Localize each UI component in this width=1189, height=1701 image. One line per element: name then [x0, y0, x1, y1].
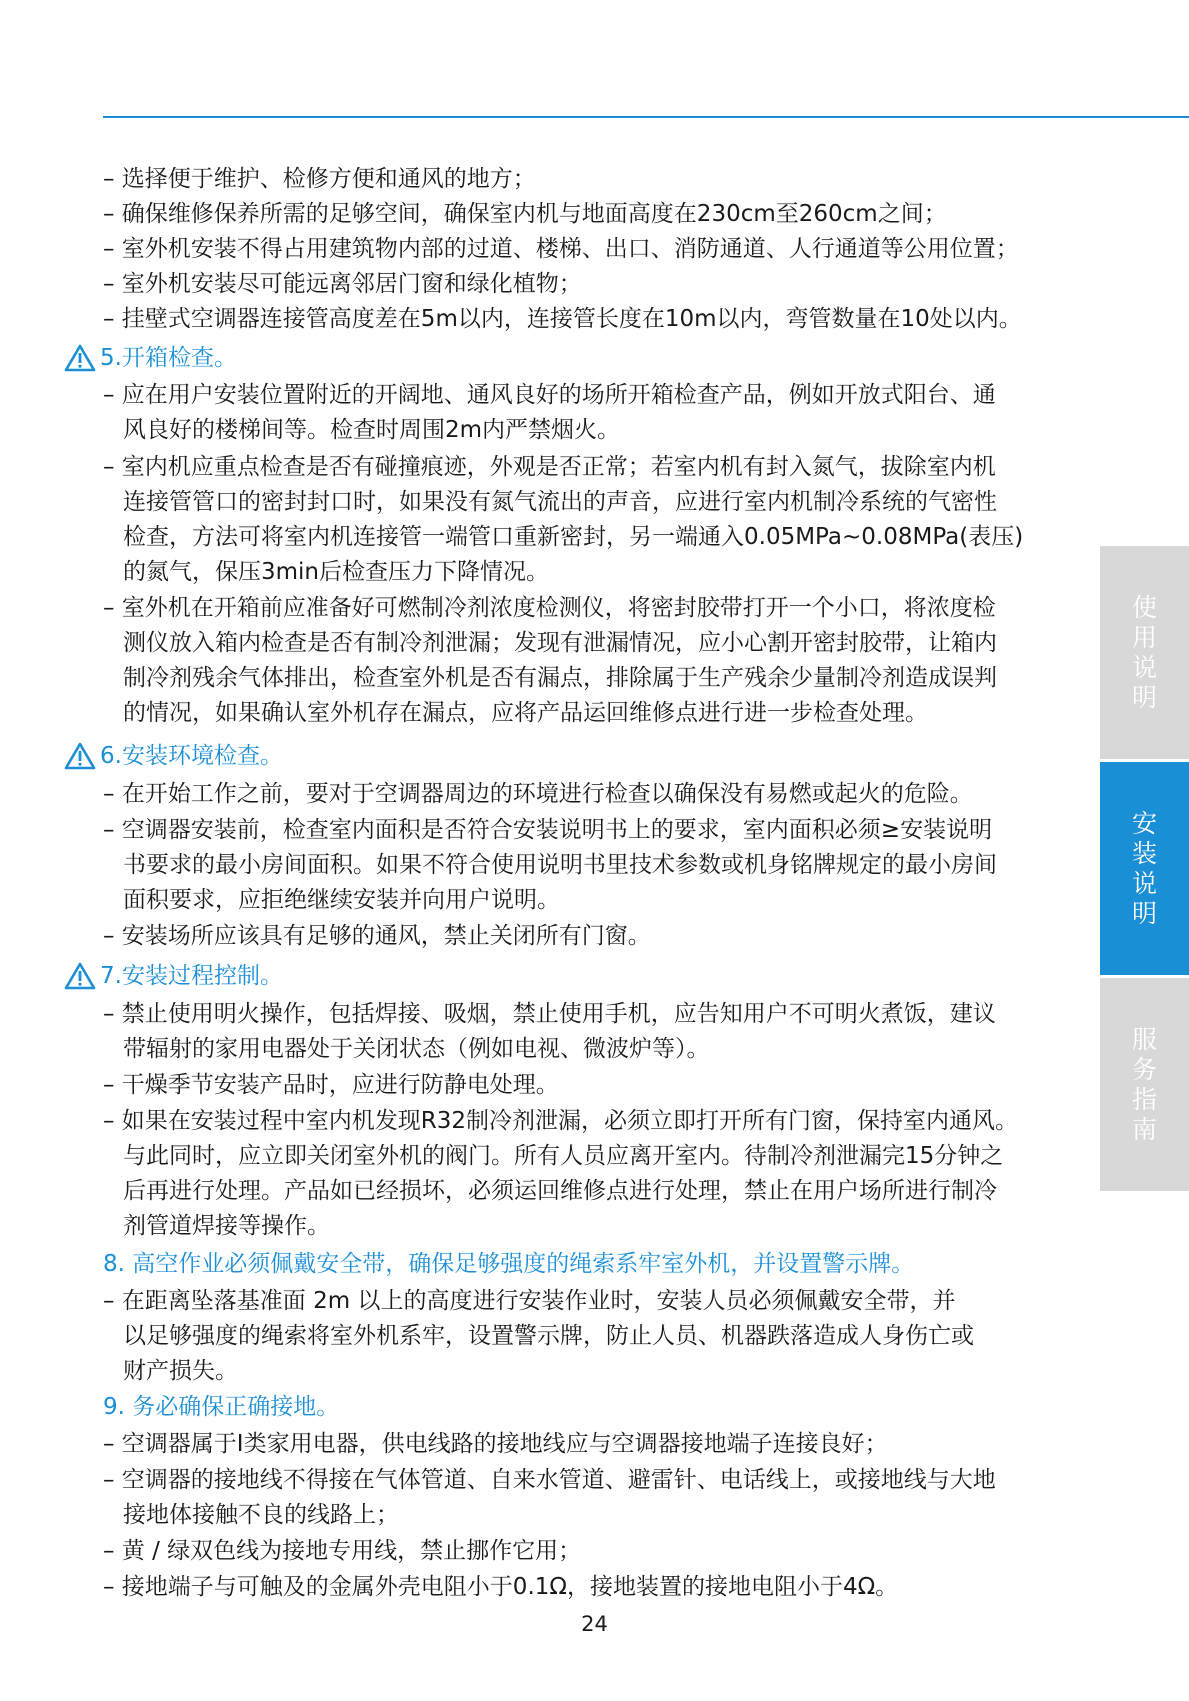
warning-triangle-icon — [64, 962, 96, 990]
list-item-continuation: 测仪放入箱内检查是否有制冷剂泄漏；发现有泄漏情况，应小心割开密封胶带，让箱内 — [123, 630, 997, 656]
list-item-continuation: 后再进行处理。产品如已经损坏，必须运回维修点进行处理，禁止在用户场所进行制冷 — [123, 1178, 997, 1204]
side-tab-char: 说 — [1131, 652, 1157, 682]
list-item-continuation: 连接管管口的密封封口时，如果没有氮气流出的声音，应进行室内机制冷系统的气密性 — [123, 489, 997, 515]
warning-triangle-icon — [64, 344, 96, 372]
list-item: – 黄 / 绿双色线为接地专用线，禁止挪作它用； — [103, 1538, 582, 1564]
warning-triangle-icon — [64, 742, 96, 770]
side-tab-char: 用 — [1131, 622, 1157, 652]
list-item: – 选择便于维护、检修方便和通风的地方； — [103, 166, 536, 192]
list-item: – 空调器安装前，检查室内面积是否符合安装说明书上的要求，室内面积必须≥安装说明 — [103, 817, 993, 843]
list-item-continuation: 接地体接触不良的线路上； — [123, 1502, 399, 1528]
section-7-heading — [64, 962, 283, 990]
list-item: – 在开始工作之前，要对于空调器周边的环境进行检查以确保没有易燃或起火的危险。 — [103, 781, 973, 807]
section-9-heading — [103, 1393, 339, 1421]
section-8-heading — [103, 1250, 914, 1278]
list-item: – 室外机安装不得占用建筑物内部的过道、楼梯、出口、消防通道、人行通道等公用位置； — [103, 236, 1019, 262]
list-item: – 挂壁式空调器连接管高度差在5m以内，连接管长度在10m以内，弯管数量在10处以内。 — [103, 306, 1022, 332]
side-tab-usage-manual[interactable] — [1100, 546, 1189, 759]
section-8-title: 8. 高空作业必须佩戴安全带，确保足够强度的绳索系牢室外机，并设置警示牌。 — [103, 1251, 915, 1277]
list-item: – 室外机安装尽可能远离邻居门窗和绿化植物； — [103, 271, 582, 297]
side-tab-char: 说 — [1131, 868, 1157, 898]
list-item-continuation: 面积要求，应拒绝继续安装并向用户说明。 — [123, 887, 560, 913]
list-item-continuation: 剂管道焊接等操作。 — [123, 1213, 330, 1239]
page-number: 24 — [581, 1612, 608, 1636]
list-item: – 接地端子与可触及的金属外壳电阻小于0.1Ω，接地装置的接地电阻小于4Ω。 — [103, 1574, 899, 1600]
list-item-continuation: 书要求的最小房间面积。如果不符合使用说明书里技术参数或机身铭牌规定的最小房间 — [123, 852, 997, 878]
list-item: – 干燥季节安装产品时，应进行防静电处理。 — [103, 1072, 559, 1098]
list-item-continuation: 财产损失。 — [123, 1358, 238, 1384]
list-item-continuation: 带辐射的家用电器处于关闭状态（例如电视、微波炉等）。 — [123, 1036, 710, 1062]
side-tab-char: 装 — [1131, 838, 1157, 868]
header-rule — [103, 116, 1189, 118]
list-item-continuation: 的氮气，保压3min后检查压力下降情况。 — [123, 559, 550, 585]
list-item: – 如果在安装过程中室内机发现R32制冷剂泄漏，必须立即打开所有门窗，保持室内通风。 — [103, 1108, 1019, 1134]
list-item: – 室内机应重点检查是否有碰撞痕迹，外观是否正常；若室内机有封入氮气，拔除室内机 — [103, 454, 996, 480]
side-tab-char: 安 — [1131, 808, 1157, 838]
side-tab-char: 服 — [1131, 1024, 1157, 1054]
list-item: – 空调器的接地线不得接在气体管道、自来水管道、避雷针、电话线上，或接地线与大地 — [103, 1467, 996, 1493]
section-6-heading — [64, 742, 283, 770]
list-item-continuation: 风良好的楼梯间等。检查时周围2m内严禁烟火。 — [123, 417, 621, 443]
section-7-title: 7.安装过程控制。 — [100, 963, 283, 989]
section-9-title: 9. 务必确保正确接地。 — [103, 1394, 340, 1420]
side-tab-installation-manual[interactable] — [1100, 762, 1189, 975]
list-item: – 在距离坠落基准面 2m 以上的高度进行安装作业时，安装人员必须佩戴安全带，并 — [103, 1288, 956, 1314]
side-tab-char: 明 — [1131, 682, 1157, 712]
list-item-continuation: 与此同时，应立即关闭室外机的阀门。所有人员应离开室内。待制冷剂泄漏完15分钟之 — [123, 1143, 1004, 1169]
list-item: – 空调器属于Ⅰ类家用电器，供电线路的接地线应与空调器接地端子连接良好； — [103, 1431, 888, 1457]
section-5-title: 5.开箱检查。 — [100, 345, 237, 371]
list-item-continuation: 制冷剂残余气体排出，检查室外机是否有漏点，排除属于生产残余少量制冷剂造成误判 — [123, 665, 997, 691]
side-tab-char: 指 — [1131, 1084, 1157, 1114]
section-5-heading — [64, 344, 237, 372]
list-item: – 应在用户安装位置附近的开阔地、通风良好的场所开箱检查产品，例如开放式阳台、通 — [103, 382, 996, 408]
side-tab-char: 南 — [1131, 1114, 1157, 1144]
side-tab-char: 明 — [1131, 898, 1157, 928]
side-tab-char: 务 — [1131, 1054, 1157, 1084]
list-item: – 室外机在开箱前应准备好可燃制冷剂浓度检测仪，将密封胶带打开一个小口，将浓度检 — [103, 595, 996, 621]
side-tab-char: 使 — [1131, 592, 1157, 622]
list-item-continuation: 的情况，如果确认室外机存在漏点，应将产品运回维修点进行进一步检查处理。 — [123, 700, 928, 726]
list-item: – 禁止使用明火操作，包括焊接、吸烟，禁止使用手机，应告知用户不可明火煮饭，建议 — [103, 1001, 996, 1027]
section-6-title: 6.安装环境检查。 — [100, 743, 283, 769]
side-tab-service-guide[interactable] — [1100, 978, 1189, 1191]
list-item: – 确保维修保养所需的足够空间，确保室内机与地面高度在230cm至260cm之间； — [103, 201, 947, 227]
list-item: – 安装场所应该具有足够的通风，禁止关闭所有门窗。 — [103, 923, 651, 949]
list-item-continuation: 以足够强度的绳索将室外机系牢，设置警示牌，防止人员、机器跌落造成人身伤亡或 — [123, 1323, 974, 1349]
list-item-continuation: 检查，方法可将室内机连接管一端管口重新密封，另一端通入0.05MPa~0.08MPa(表压) — [123, 524, 1024, 550]
